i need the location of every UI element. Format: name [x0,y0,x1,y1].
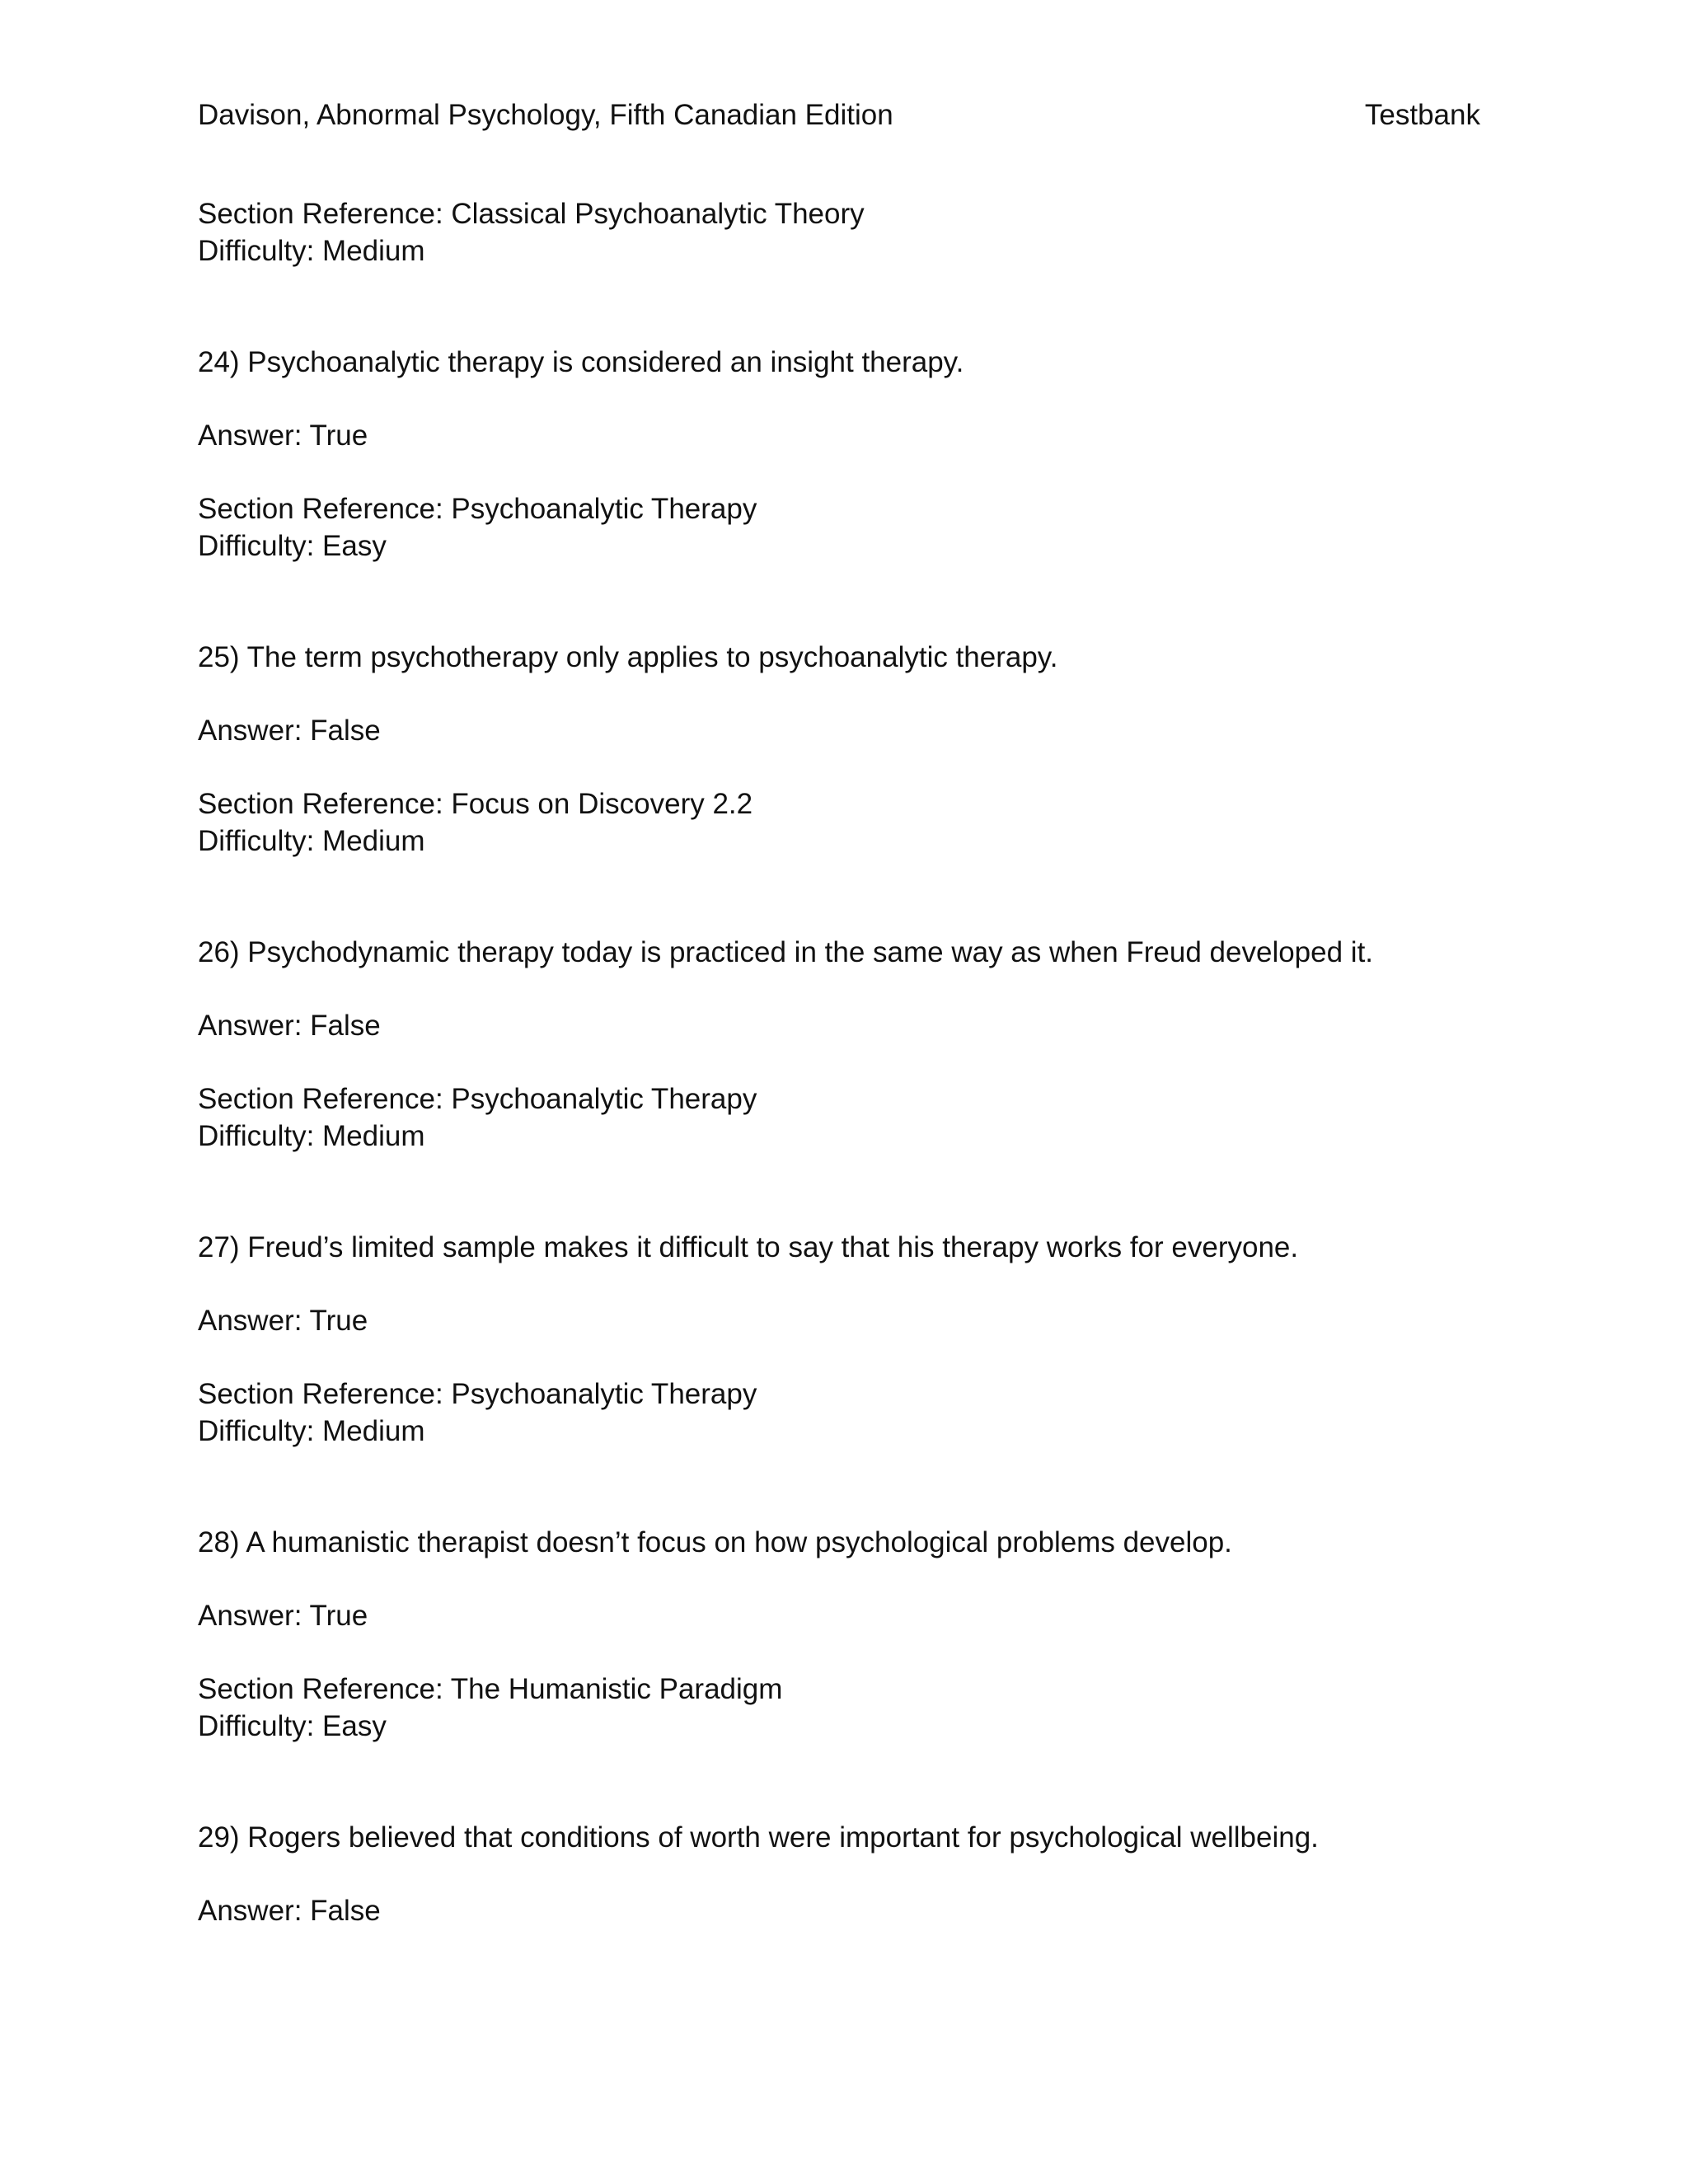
difficulty: Difficulty: Easy [198,530,387,562]
section-reference: Section Reference: Psychoanalytic Therapy [198,1378,757,1410]
question-text: 25) The term psychotherapy only applies to psychoanalytic therapy. [198,641,1058,673]
difficulty: Difficulty: Easy [198,1710,387,1742]
answer: Answer: False [198,1895,381,1927]
question-text: 26) Psychodynamic therapy today is practiced in the same way as when Freud developed it. [198,936,1374,968]
section-reference: Section Reference: The Humanistic Paradigm [198,1673,783,1705]
header-title: Davison, Abnormal Psychology, Fifth Canadian Edition [198,99,893,131]
question-text: 24) Psychoanalytic therapy is considered an insight therapy. [198,346,964,378]
answer: Answer: False [198,715,381,747]
header-label: Testbank [1364,99,1480,131]
section-reference: Section Reference: Psychoanalytic Therapy [198,1083,757,1115]
section-reference: Section Reference: Classical Psychoanalytic Theory [198,198,865,230]
section-reference: Section Reference: Focus on Discovery 2.2 [198,788,753,820]
section-reference: Section Reference: Psychoanalytic Therapy [198,493,757,525]
answer: Answer: True [198,1600,368,1632]
question-text: 29) Rogers believed that conditions of worth were important for psychological wellbeing. [198,1821,1319,1854]
answer: Answer: False [198,1010,381,1042]
difficulty: Difficulty: Medium [198,1120,425,1152]
question-text: 27) Freud’s limited sample makes it difficult to say that his therapy works for everyone. [198,1231,1299,1263]
answer: Answer: True [198,419,368,452]
answer: Answer: True [198,1305,368,1337]
difficulty: Difficulty: Medium [198,1415,425,1447]
question-text: 28) A humanistic therapist doesn’t focus on how psychological problems develop. [198,1526,1232,1558]
difficulty: Difficulty: Medium [198,235,425,267]
difficulty: Difficulty: Medium [198,825,425,857]
